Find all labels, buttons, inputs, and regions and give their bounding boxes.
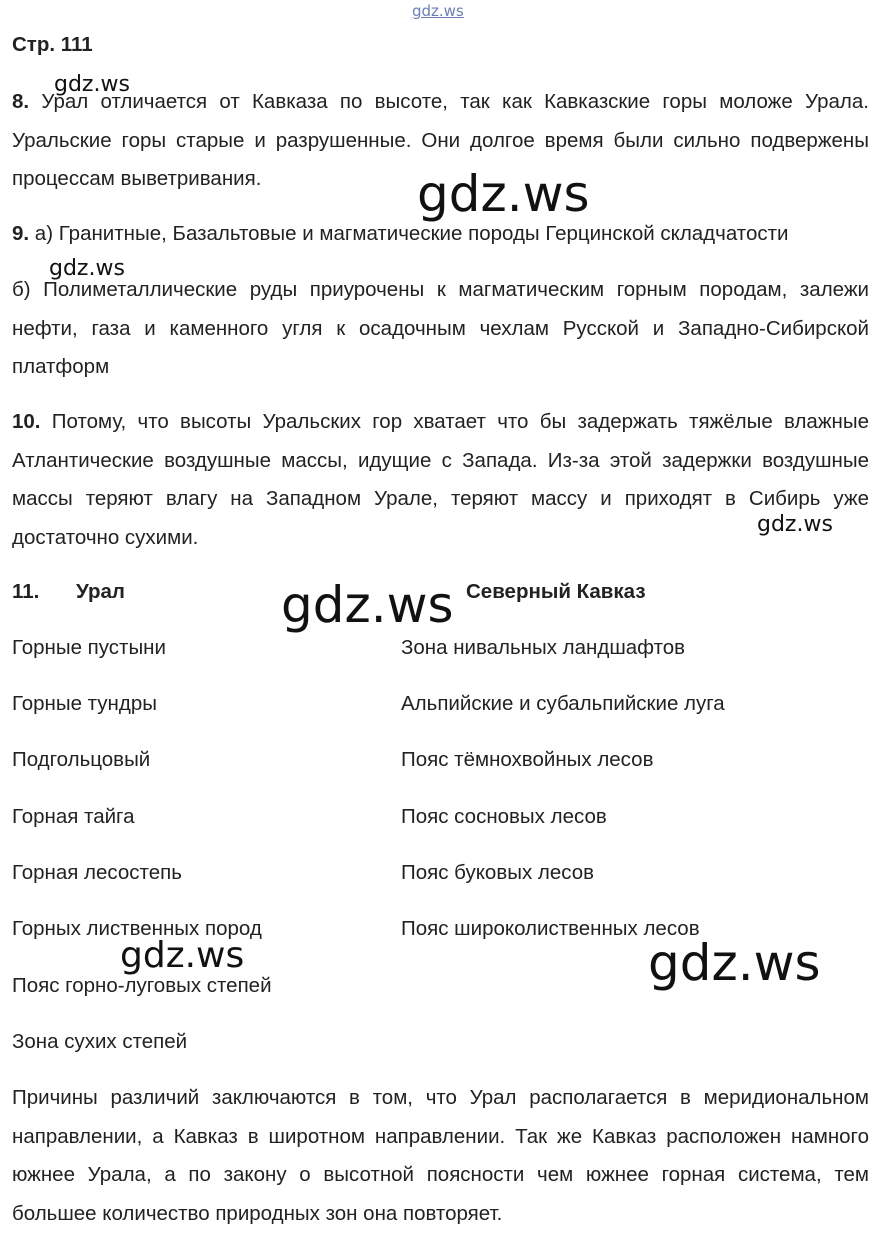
caucasus-zone: Альпийские и субальпийские луга [401,692,725,715]
ural-zone: Зона сухих степей [12,1030,188,1053]
answer-10-number: 10. [12,410,41,433]
caucasus-zone: Пояс тёмнохвойных лесов [401,748,654,771]
watermark: gdz.ws [54,72,130,97]
ural-zone: Подгольцовый [12,748,151,771]
watermark: gdz.ws [49,256,125,281]
ural-zone: Горная лесостепь [12,861,182,884]
answer-11-number: 11. [12,580,40,603]
watermark: gdz.ws [281,576,454,634]
answer-8-text: Урал отличается от Кавказа по высоте, так как Кавказские горы моложе Урала. Уральские горы старые и разрушенные. Они долгое время были сильно подвержены процессам выветривания. [12,90,869,190]
watermark: gdz.ws [648,934,821,992]
zone-row [12,692,869,722]
watermark: gdz.ws [120,935,245,976]
ural-zone: Горных лиственных пород [12,917,262,940]
answer-9a-text: а) Гранитные, Базальтовые и магматические породы Герцинской складчатости [29,222,789,245]
column-header-ural: Урал [76,580,125,603]
answer-9b [12,271,869,387]
ural-zone: Пояс горно-луговых степей [12,974,272,997]
caucasus-zone: Пояс широколиственных лесов [401,917,700,940]
page-label: Стр. 111 [12,33,93,56]
zone-row [12,861,869,891]
answer-10 [12,403,869,557]
ural-zone: Горные пустыни [12,636,166,659]
ural-zone: Горная тайга [12,805,135,828]
zone-row [12,748,869,778]
answer-11-conclusion: Причины различий заключаются в том, что Урал располагается в меридиональном направлении, а Кавказ в широтном направлении. Так же Кавказ расположен намного южнее Урала, а по закону о высотной поясности чем южнее горная система, тем большее количество природных зон она повторяет. [12,1086,869,1225]
watermark-top-link[interactable]: gdz.ws [412,2,464,20]
watermark: gdz.ws [757,512,833,537]
caucasus-zone: Пояс буковых лесов [401,861,595,884]
zone-row [12,805,869,835]
column-header-caucasus: Северный Кавказ [466,580,646,603]
answer-10-text: Потому, что высоты Уральских гор хватает что бы задержать тяжёлые влажные Атлантические воздушные массы, идущие с Запада. Из-за этой задержки воздушные массы теряют влагу на Западном Урале, теряют массу и приходят в Сибирь уже достаточно сухими. [12,410,869,549]
caucasus-zone: Пояс сосновых лесов [401,805,607,828]
zone-row [12,1030,869,1060]
answer-9b-text: б) Полиметаллические руды приурочены к магматическим горным породам, залежи нефти, газа и каменного угля к осадочным чехлам Русской и Западно-Сибирской платформ [12,278,869,378]
answer-9-number: 9. [12,222,30,245]
answer-8-number: 8. [12,90,30,113]
zone-row [12,636,869,666]
watermark: gdz.ws [417,165,590,223]
caucasus-zone: Зона нивальных ландшафтов [401,636,686,659]
ural-zone: Горные тундры [12,692,157,715]
